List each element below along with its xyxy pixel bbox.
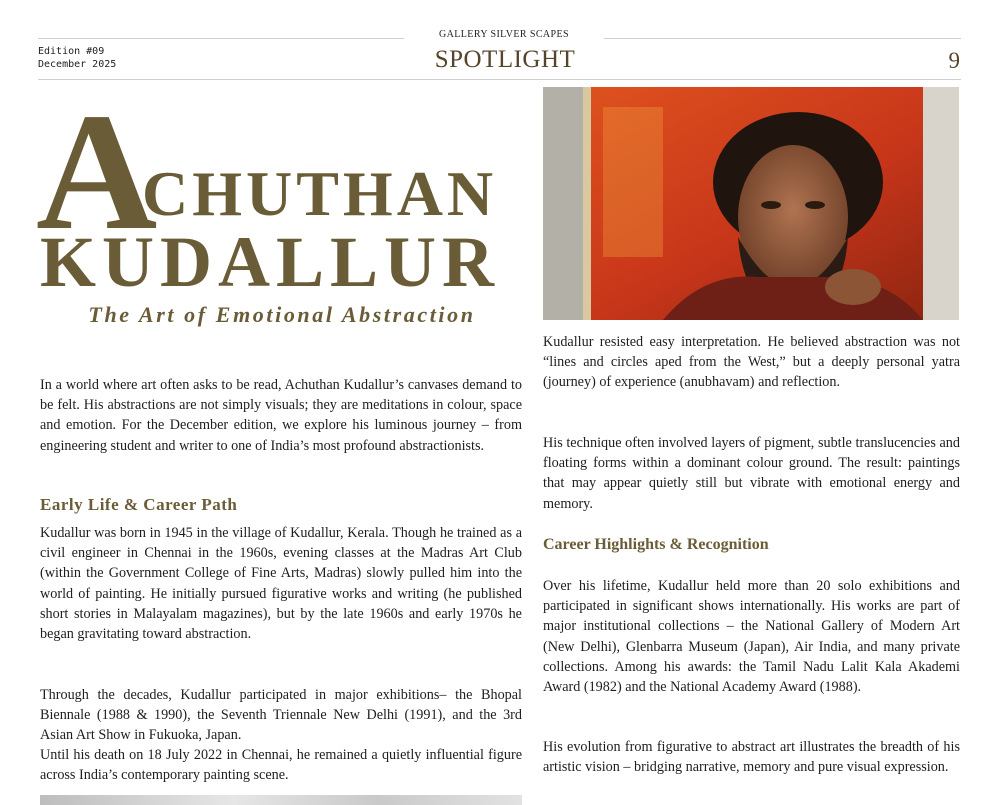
early-life-paragraph: Kudallur was born in 1945 in the village of Kudallur, Kerala. Though he trained as a civil engineer in Chennai in the 1960s, evening classes at the Madras Art Club (within the Government College of Fine Arts, Madras) slowly pulled him into the world of painting. He initially pursued figurative works and writing (he published short stories in Malayalam magazines), but by the late 1960s and early 1970s he began gravitating toward abstraction.: [40, 525, 522, 643]
early-life-heading: Early Life & Career Path: [40, 495, 238, 514]
edition-info: [38, 45, 116, 71]
legacy-paragraph: Until his death on 18 July 2022 in Chennai, he remained a quietly influential figure across India’s contemporary painting scene.: [40, 747, 522, 784]
career-paragraph: Over his lifetime, Kudallur held more than 20 solo exhibitions and participated in significant shows internationally. His works are part of major institutional collections – the National Gallery of Modern Art (New Delhi), Glenbarra Museum (Japan), Air India, and many private collections. Among his awards: the Tamil Nadu Lalit Kala Akademi Award (1982) and the National Academy Award (1988).: [543, 578, 960, 696]
page-number: 9: [948, 48, 960, 73]
article-subtitle: The Art of Emotional Abstraction: [88, 302, 476, 327]
bottom-photo-edge: [40, 795, 522, 805]
edition-number: Edition #09: [38, 46, 105, 57]
header-rule-right: [604, 38, 961, 39]
section-title: SPOTLIGHT: [434, 46, 576, 73]
abstraction-paragraph: Kudallur resisted easy interpretation. He believed abstraction was not “lines and circles aped from the West,” but a deeply personal yatra (journey) of experience (anubhavam) and reflection.: [543, 334, 960, 391]
evolution-paragraph: His evolution from figurative to abstract art illustrates the breadth of his artistic vision – bridging narrative, memory and pure visual expression.: [543, 739, 960, 776]
artist-portrait-photo: [543, 87, 959, 320]
exhibitions-paragraph: Through the decades, Kudallur participated in major exhibitions– the Bhopal Biennale (1988 & 1990), the Seventh Triennale New Delhi (1991), and the 3rd Asian Art Show in Fukuoka, Japan.: [40, 687, 522, 744]
intro-paragraph: In a world where art often asks to be read, Achuthan Kudallur’s canvases demand to be felt. His abstractions are not simply visuals; they are meditations in colour, space and emotion. For the December edition, we explore his luminous journey – from engineering student and writer to one of India’s most profound abstractionists.: [40, 377, 522, 454]
header-rule-left: [38, 38, 404, 39]
gallery-name: GALLERY SILVER SCAPES: [439, 29, 569, 40]
title-last-name: KUDALLUR: [40, 222, 501, 302]
portrait-illustration: [543, 87, 959, 320]
header-rule-bottom: [38, 79, 961, 80]
title-first-name: CHUTHAN: [142, 158, 498, 229]
edition-date: December 2025: [38, 59, 117, 70]
technique-paragraph: His technique often involved layers of pigment, subtle translucencies and floating forms within a dominant colour ground. The result: paintings that may appear quietly still but vibrate with emotional energy and memory.: [543, 435, 960, 512]
title-initial: A: [36, 79, 154, 265]
career-highlights-heading: Career Highlights & Recognition: [543, 536, 769, 553]
